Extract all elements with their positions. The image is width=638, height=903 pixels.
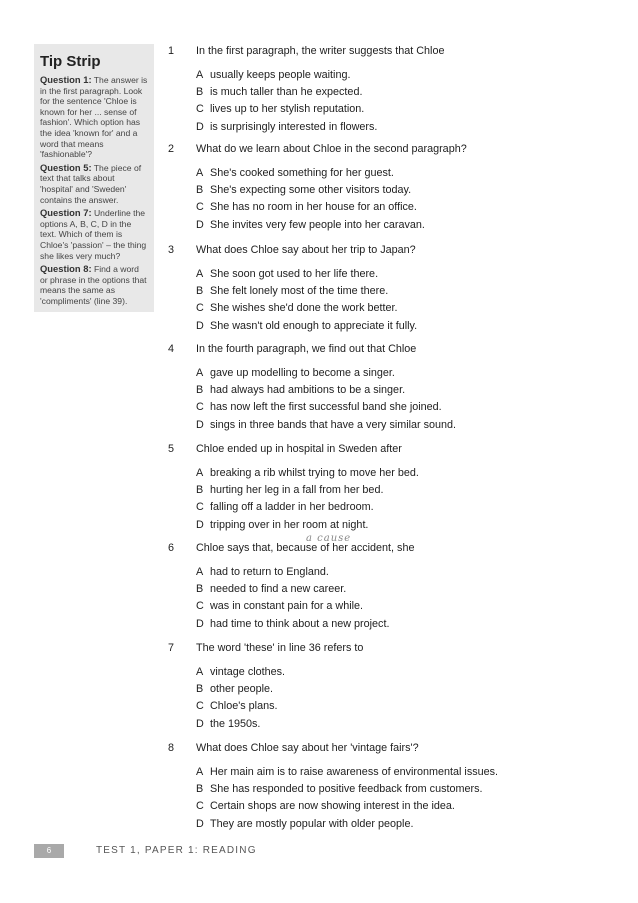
answer-option[interactable] — [168, 564, 628, 581]
question-text: In the first paragraph, the writer suggests that Chloe — [196, 45, 445, 57]
question-stem — [168, 243, 628, 257]
option-text: gave up modelling to become a singer. — [210, 367, 395, 379]
answer-option[interactable] — [168, 798, 628, 815]
option-letter: C — [196, 600, 204, 613]
option-text: hurting her leg in a fall from her bed. — [210, 484, 384, 497]
option-text: She invites very few people into her caravan. — [210, 218, 425, 231]
option-letter: D — [196, 418, 204, 431]
question-text: Chloe ended up in hospital in Sweden after — [196, 443, 402, 455]
tip-item-heading: Question 5: — [40, 161, 92, 173]
option-letter: C — [196, 501, 204, 514]
question-text: The word 'these' in line 36 refers to — [196, 642, 364, 654]
option-letter: A — [196, 467, 204, 479]
handwritten-annotation: a cause — [306, 533, 352, 544]
answer-options — [168, 764, 628, 833]
question-stem — [168, 44, 628, 58]
option-letter: B — [196, 484, 204, 497]
answer-option[interactable] — [168, 318, 628, 335]
option-text: breaking a rib whilst trying to move her bed. — [210, 467, 419, 479]
option-text: She has responded to positive feedback from customers. — [210, 783, 483, 796]
option-text: other people. — [210, 683, 274, 696]
question-number: 3 — [168, 244, 175, 256]
answer-option[interactable] — [168, 300, 628, 317]
tip-strip-items — [40, 75, 148, 306]
question-number: 6 — [168, 542, 175, 554]
question-number: 2 — [168, 143, 175, 155]
answer-options — [168, 365, 628, 434]
answer-option[interactable] — [168, 517, 628, 534]
option-text: She felt lonely most of the time there. — [210, 285, 389, 298]
question-stem — [168, 442, 628, 456]
answer-option[interactable] — [168, 399, 628, 416]
tip-item-text: Find a word or phrase in the options that means the same as 'compliments' (line 39). — [40, 264, 147, 306]
answer-option[interactable] — [168, 217, 628, 234]
answer-options — [168, 564, 628, 633]
option-text: is surprisingly interested in flowers. — [210, 120, 378, 133]
answer-option[interactable] — [168, 681, 628, 698]
option-letter: B — [196, 285, 204, 298]
option-letter: D — [196, 717, 204, 730]
page-footer — [0, 842, 638, 862]
answer-option[interactable] — [168, 417, 628, 434]
answer-options — [168, 67, 628, 136]
answer-option[interactable] — [168, 716, 628, 733]
question-stem — [168, 741, 628, 755]
option-text: She has no room in her house for an office. — [210, 201, 417, 214]
option-letter: C — [196, 401, 204, 414]
question-number: 1 — [168, 45, 175, 57]
option-letter: C — [196, 201, 204, 214]
option-text: She wishes she'd done the work better. — [210, 302, 398, 315]
option-text: usually keeps people waiting. — [210, 69, 351, 81]
option-letter: D — [196, 319, 204, 332]
answer-option[interactable] — [168, 84, 628, 101]
answer-option[interactable] — [168, 616, 628, 633]
option-text: needed to find a new career. — [210, 583, 347, 596]
option-letter: A — [196, 69, 204, 81]
option-letter: A — [196, 167, 204, 179]
question-text: In the fourth paragraph, we find out that Chloe — [196, 343, 417, 355]
answer-option[interactable] — [168, 781, 628, 798]
tip-item — [40, 163, 148, 205]
footer-label: TEST 1, PAPER 1: READING — [96, 845, 257, 856]
question-item — [168, 243, 628, 335]
question-text: What do we learn about Chloe in the second paragraph? — [196, 143, 467, 155]
option-text: She wasn't old enough to appreciate it fully. — [210, 319, 418, 332]
answer-option[interactable] — [168, 764, 628, 781]
option-letter: D — [196, 518, 204, 531]
option-text: was in constant pain for a while. — [210, 600, 364, 613]
option-text: had time to think about a new project. — [210, 617, 390, 630]
option-letter: C — [196, 103, 204, 116]
question-text: What does Chloe say about her trip to Japan? — [196, 244, 416, 256]
option-letter: A — [196, 566, 204, 578]
answer-option[interactable] — [168, 365, 628, 382]
option-text: She soon got used to her life there. — [210, 268, 379, 280]
tip-strip — [34, 44, 154, 312]
option-text: lives up to her stylish reputation. — [210, 103, 365, 116]
option-letter: A — [196, 766, 204, 778]
question-item — [168, 541, 628, 633]
question-item — [168, 142, 628, 234]
question-number: 7 — [168, 642, 175, 654]
option-text: They are mostly popular with older people. — [210, 817, 414, 830]
question-number: 5 — [168, 443, 175, 455]
answer-option[interactable] — [168, 182, 628, 199]
tip-item — [40, 75, 148, 160]
option-text: She's expecting some other visitors today. — [210, 184, 412, 197]
option-letter: D — [196, 120, 204, 133]
tip-strip-title: Tip Strip — [40, 53, 101, 70]
answer-option[interactable] — [168, 283, 628, 300]
question-text: Chloe says that, because of her accident, she — [196, 542, 415, 554]
question-stem — [168, 641, 628, 655]
tip-item-heading: Question 8: — [40, 263, 92, 275]
question-item — [168, 641, 628, 733]
option-text: had always had ambitions to be a singer. — [210, 384, 406, 397]
tip-item-text: Underline the options A, B, C, D in the text. Which of them is Chloe's 'passion' – the thing she likes very much? — [40, 208, 147, 261]
option-letter: B — [196, 783, 204, 796]
tip-item — [40, 264, 148, 306]
option-letter: B — [196, 583, 204, 596]
answer-options — [168, 465, 628, 534]
option-letter: D — [196, 817, 204, 830]
option-text: has now left the first successful band she joined. — [210, 401, 442, 414]
option-letter: C — [196, 700, 204, 713]
answer-option[interactable] — [168, 465, 628, 482]
option-text: Chloe's plans. — [210, 700, 278, 713]
answer-option[interactable] — [168, 199, 628, 216]
option-text: had to return to England. — [210, 566, 329, 578]
question-item — [168, 342, 628, 434]
answer-option[interactable] — [168, 482, 628, 499]
answer-option[interactable] — [168, 101, 628, 118]
option-text: vintage clothes. — [210, 666, 286, 678]
question-stem — [168, 541, 628, 555]
option-text: Her main aim is to raise awareness of environmental issues. — [210, 766, 499, 778]
question-number: 8 — [168, 742, 175, 754]
answer-option[interactable] — [168, 119, 628, 136]
tip-item — [40, 208, 148, 261]
answer-option[interactable] — [168, 67, 628, 84]
question-text: What does Chloe say about her 'vintage fairs'? — [196, 742, 419, 754]
page-number: 6 — [34, 844, 64, 858]
question-number: 4 — [168, 343, 175, 355]
option-letter: C — [196, 302, 204, 315]
option-letter: D — [196, 218, 204, 231]
option-letter: A — [196, 367, 204, 379]
answer-options — [168, 664, 628, 733]
option-letter: B — [196, 683, 204, 696]
answer-option[interactable] — [168, 266, 628, 283]
option-text: Certain shops are now showing interest in the idea. — [210, 800, 455, 813]
question-item — [168, 44, 628, 136]
option-text: the 1950s. — [210, 717, 261, 730]
tip-item-heading: Question 1: — [40, 74, 92, 85]
option-text: She's cooked something for her guest. — [210, 167, 394, 179]
tip-item-text: The piece of text that talks about 'hospital' and 'Sweden' contains the answer. — [40, 162, 142, 205]
answer-option[interactable] — [168, 165, 628, 182]
option-letter: C — [196, 800, 204, 813]
option-letter: D — [196, 617, 204, 630]
option-letter: A — [196, 268, 204, 280]
answer-option[interactable] — [168, 598, 628, 615]
option-letter: B — [196, 184, 204, 197]
answer-options — [168, 165, 628, 234]
option-letter: B — [196, 86, 204, 99]
answer-option[interactable] — [168, 664, 628, 681]
question-item — [168, 741, 628, 833]
option-text: tripping over in her room at night. — [210, 518, 369, 531]
answer-option[interactable] — [168, 382, 628, 399]
option-text: sings in three bands that have a very similar sound. — [210, 418, 457, 431]
answer-option[interactable] — [168, 499, 628, 516]
tip-item-heading: Question 7: — [40, 207, 92, 219]
option-text: falling off a ladder in her bedroom. — [210, 501, 374, 514]
option-letter: A — [196, 666, 204, 678]
question-stem — [168, 342, 628, 356]
option-letter: B — [196, 384, 204, 397]
tip-item-text: The answer is in the first paragraph. Look for the sentence 'Chloe is known for her ... sense of fashion'. Which option has the idea 'known for' and a word that means 'fashionable'? — [40, 75, 148, 160]
question-stem — [168, 142, 628, 156]
question-item — [168, 442, 628, 534]
answer-option[interactable] — [168, 816, 628, 833]
answer-option[interactable] — [168, 698, 628, 715]
answer-options — [168, 266, 628, 335]
answer-option[interactable] — [168, 581, 628, 598]
option-text: is much taller than he expected. — [210, 86, 363, 99]
